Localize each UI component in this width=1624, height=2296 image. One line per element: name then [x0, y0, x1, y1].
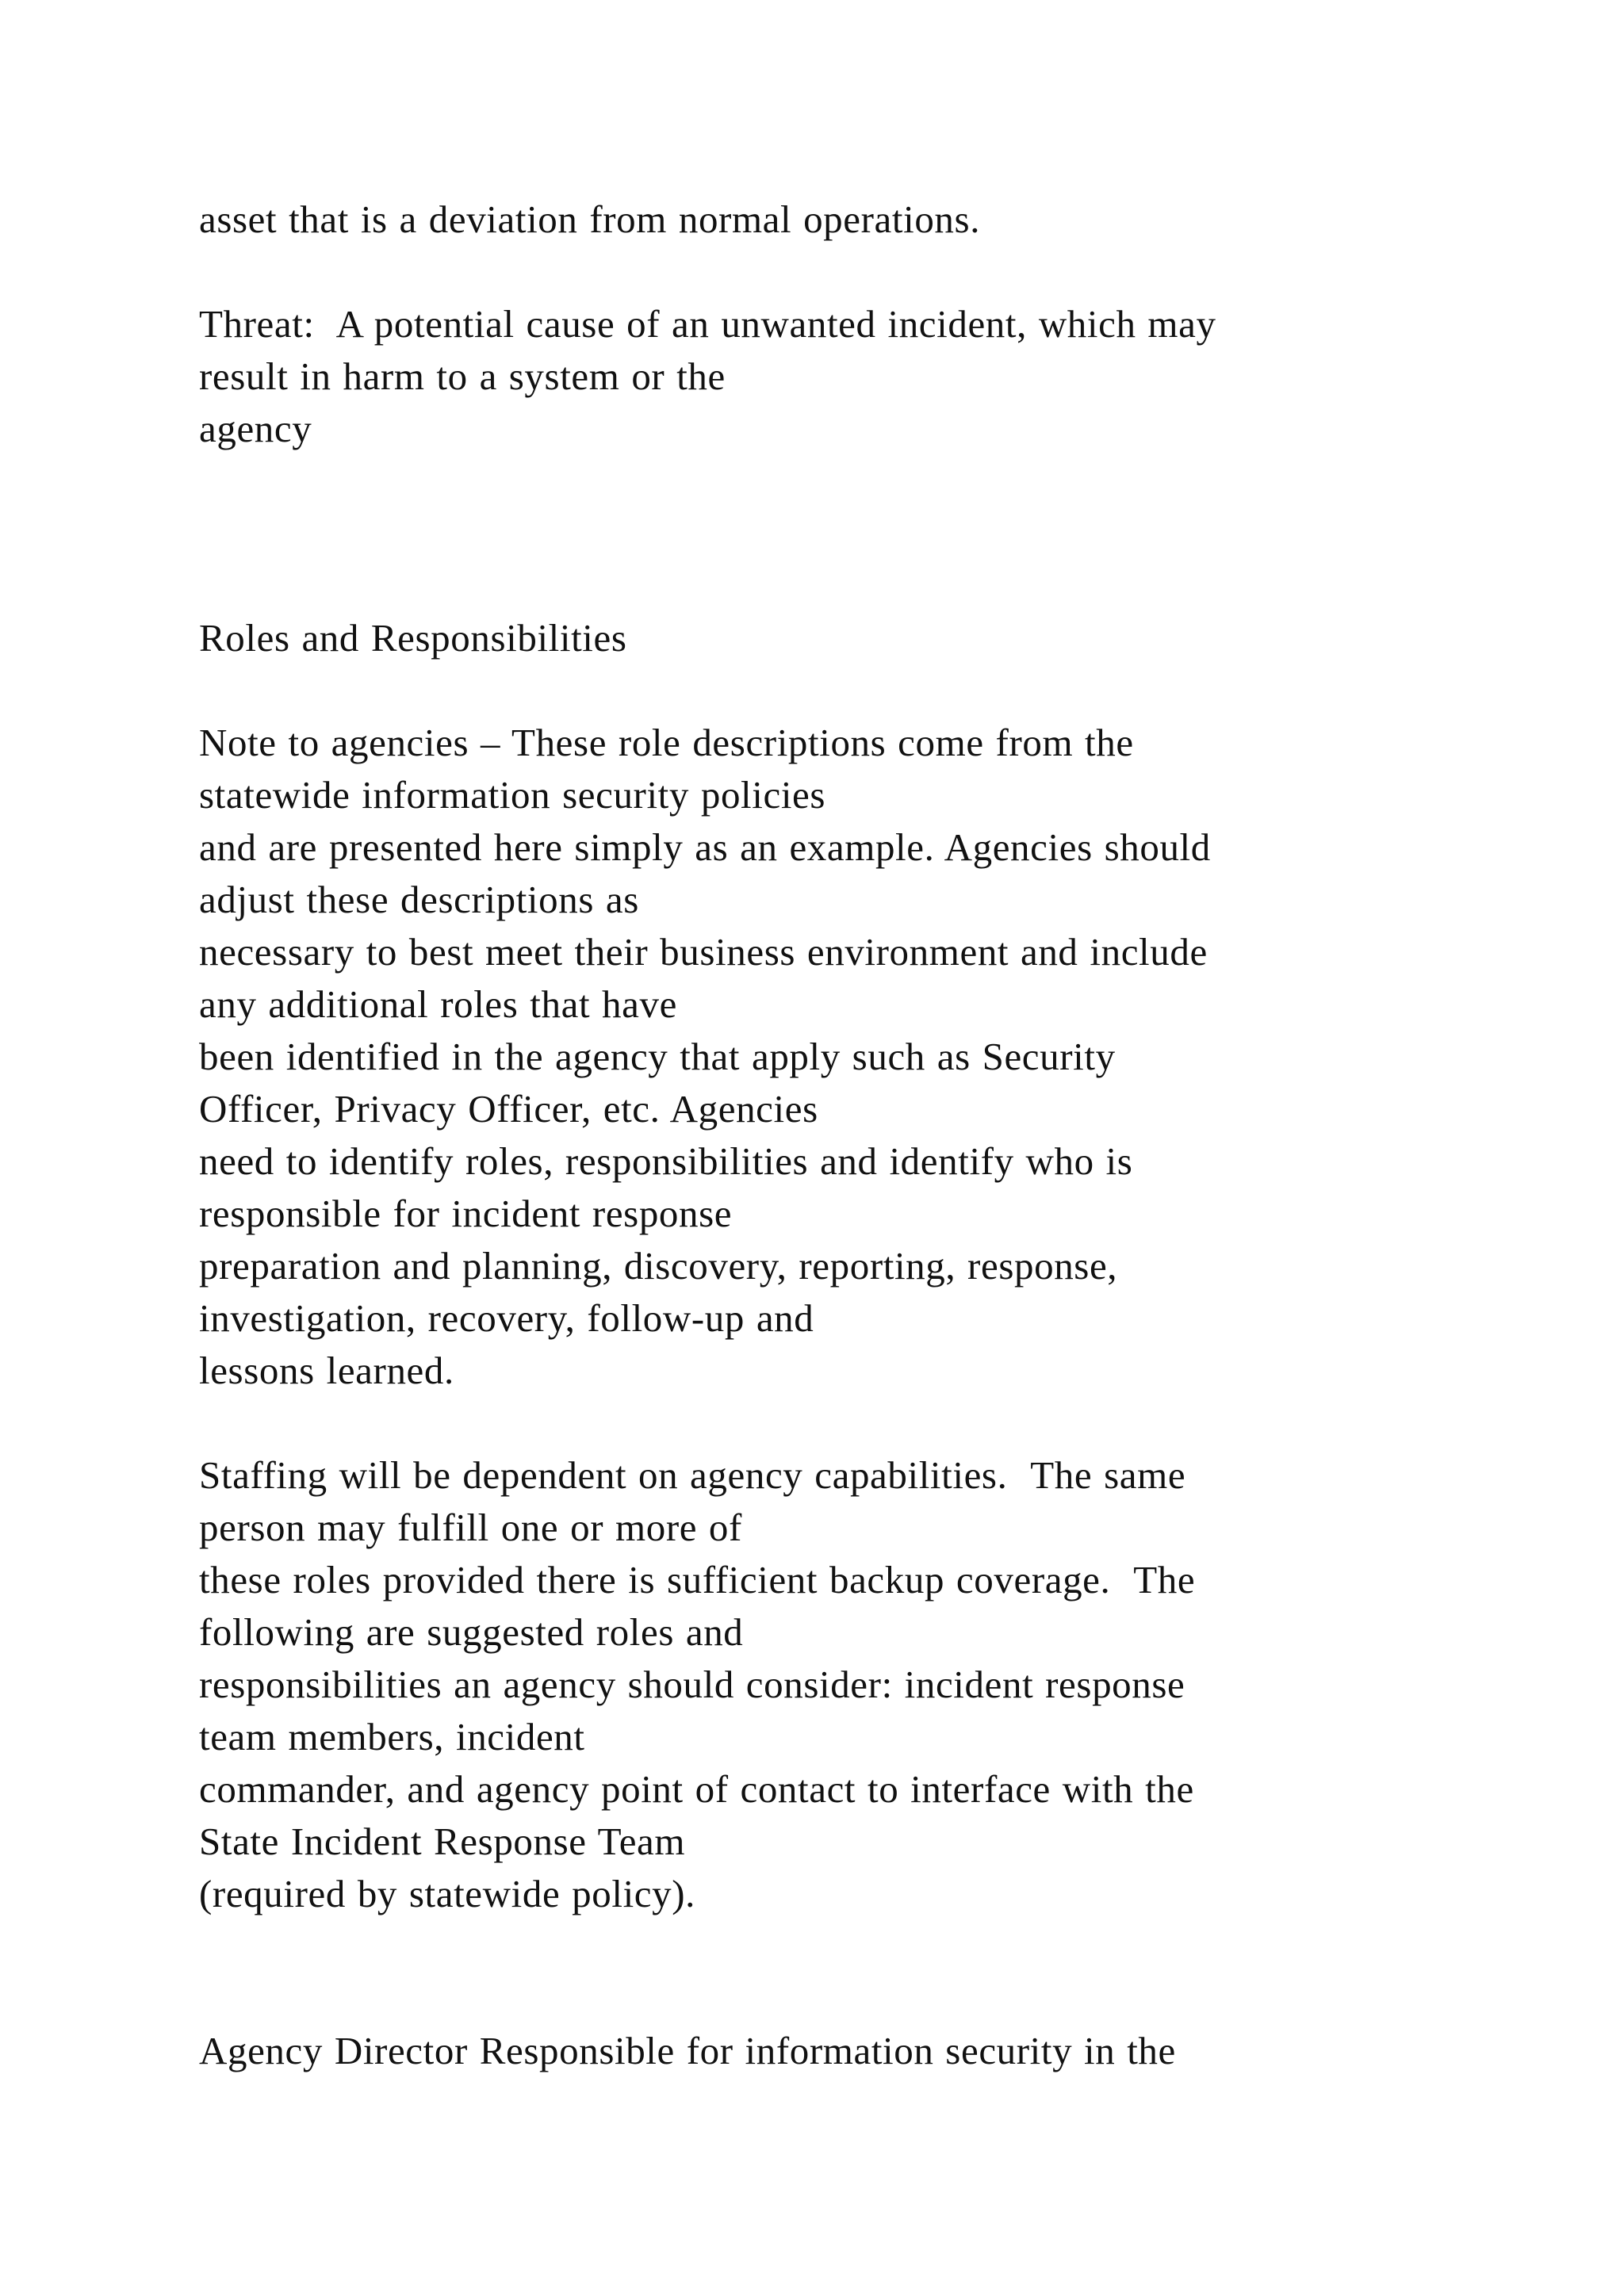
- text-line: lessons learned.: [199, 1349, 454, 1392]
- text-line: necessary to best meet their business environment and include: [199, 930, 1208, 974]
- paragraph-spacer: [199, 664, 1547, 717]
- text-line: State Incident Response Team: [199, 1820, 686, 1863]
- definition-threat: [199, 298, 1547, 455]
- text-line: responsible for incident response: [199, 1192, 733, 1235]
- text-line: Threat: A potential cause of an unwanted incident, which may: [199, 302, 1216, 346]
- text-line: Agency Director Responsible for information security in the: [199, 2029, 1176, 2072]
- staffing-paragraph: [199, 1449, 1547, 1920]
- paragraph-spacer: [199, 455, 1547, 612]
- text-line: team members, incident: [199, 1715, 585, 1758]
- text-line: need to identify roles, responsibilities and identify who is: [199, 1139, 1133, 1183]
- section-heading-roles: [199, 612, 1547, 664]
- paragraph-spacer: [199, 1397, 1547, 1449]
- text-line: any additional roles that have: [199, 982, 677, 1026]
- heading-text: Roles and Responsibilities: [199, 616, 627, 660]
- text-line: these roles provided there is sufficient backup coverage. The: [199, 1558, 1196, 1601]
- text-line: asset that is a deviation from normal operations.: [199, 197, 981, 241]
- text-line: result in harm to a system or the: [199, 354, 726, 398]
- text-line: Note to agencies – These role descriptions come from the: [199, 721, 1134, 764]
- text-line: adjust these descriptions as: [199, 878, 639, 921]
- paragraph-spacer: [199, 1920, 1547, 2025]
- text-line: investigation, recovery, follow-up and: [199, 1296, 814, 1340]
- text-line: agency: [199, 407, 312, 450]
- definition-incident-fragment: [199, 193, 1547, 246]
- text-line: been identified in the agency that apply such as Security: [199, 1035, 1116, 1078]
- text-line: preparation and planning, discovery, reporting, response,: [199, 1244, 1118, 1288]
- text-line: statewide information security policies: [199, 773, 826, 817]
- note-to-agencies: [199, 717, 1547, 1397]
- paragraph-spacer: [199, 246, 1547, 298]
- text-line: responsibilities an agency should consider: incident response: [199, 1663, 1185, 1706]
- text-line: (required by statewide policy).: [199, 1872, 695, 1915]
- text-line: commander, and agency point of contact to interface with the: [199, 1767, 1194, 1811]
- text-line: person may fulfill one or more of: [199, 1506, 742, 1549]
- agency-director-paragraph: [199, 2025, 1547, 2077]
- text-line: and are presented here simply as an example. Agencies should: [199, 825, 1211, 869]
- text-line: Officer, Privacy Officer, etc. Agencies: [199, 1087, 818, 1131]
- text-line: following are suggested roles and: [199, 1610, 744, 1654]
- document-body: [199, 193, 1547, 2077]
- text-line: Staffing will be dependent on agency capabilities. The same: [199, 1453, 1186, 1497]
